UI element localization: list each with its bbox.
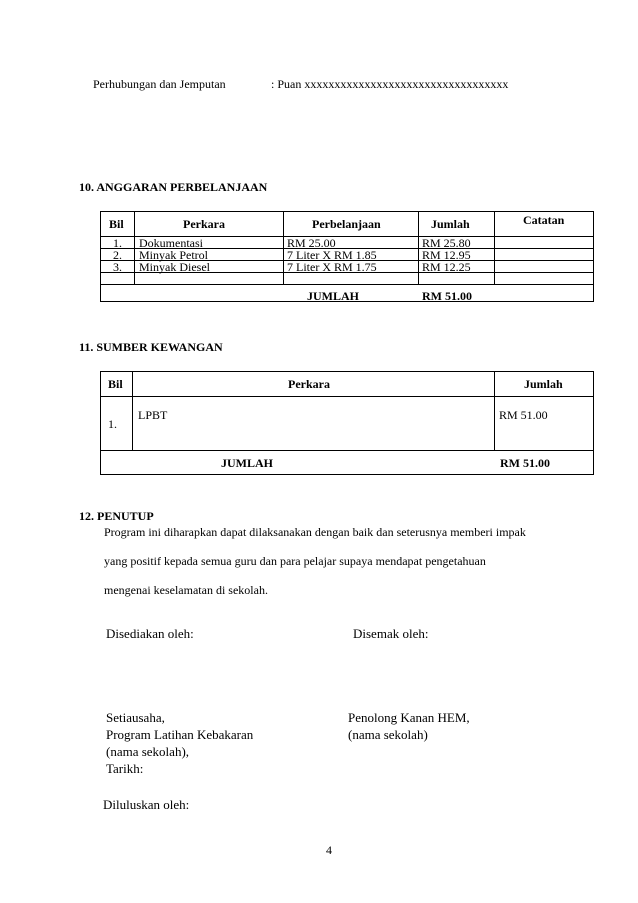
table-row-bil: 3.: [113, 260, 122, 274]
prepared-by-label: Disediakan oleh:: [106, 626, 194, 641]
closing-line-2: yang positif kepada semua guru dan para pelajar supaya mendapat pengetahuan: [104, 554, 486, 568]
table-row-perkara: Dokumentasi: [139, 236, 203, 250]
signatory-left-line: Program Latihan Kebakaran: [106, 727, 254, 742]
budget-header-bil: Bil: [109, 217, 124, 231]
table-row-perkara: LPBT: [138, 408, 168, 422]
signatory-left-line: Tarikh:: [106, 761, 144, 776]
budget-header-perkara: Perkara: [183, 217, 225, 231]
budget-total-value: RM 51.00: [422, 289, 472, 303]
table-row-jumlah: RM 12.25: [422, 260, 471, 274]
signatory-right-line: (nama sekolah): [348, 727, 428, 742]
contact-label: Perhubungan dan Jemputan: [93, 77, 226, 91]
reviewed-by-label: Disemak oleh:: [353, 626, 429, 641]
funding-total-value: RM 51.00: [500, 456, 550, 470]
table-row-jumlah: RM 12.95: [422, 248, 471, 262]
funding-total-label: JUMLAH: [221, 456, 273, 470]
approved-by-label: Diluluskan oleh:: [103, 797, 190, 812]
table-row-perkara: Minyak Diesel: [139, 260, 210, 274]
table-row-perkara: Minyak Petrol: [139, 248, 208, 262]
funding-header-perkara: Perkara: [288, 377, 330, 391]
table-row-bil: 2.: [113, 248, 122, 262]
page-number: 4: [326, 843, 332, 857]
table-row-jumlah: RM 25.80: [422, 236, 471, 250]
section-12-title: 12. PENUTUP: [79, 509, 154, 523]
signatory-left-line: Setiausaha,: [106, 710, 165, 725]
budget-total-label: JUMLAH: [307, 289, 359, 303]
budget-header-jumlah: Jumlah: [431, 217, 470, 231]
signatory-right-line: Penolong Kanan HEM,: [348, 710, 470, 725]
funding-header-bil: Bil: [108, 377, 123, 391]
closing-line-3: mengenai keselamatan di sekolah.: [104, 583, 268, 597]
budget-header-catatan: Catatan: [523, 213, 565, 227]
section-10-title: 10. ANGGARAN PERBELANJAAN: [79, 180, 268, 194]
table-row-bil: 1.: [108, 417, 117, 431]
contact-value: : Puan xxxxxxxxxxxxxxxxxxxxxxxxxxxxxxxxxx: [271, 77, 509, 91]
section-11-title: 11. SUMBER KEWANGAN: [79, 340, 223, 354]
table-row-perbelanjaan: 7 Liter X RM 1.75: [287, 260, 377, 274]
table-row-jumlah: RM 51.00: [499, 408, 548, 422]
table-row-perbelanjaan: 7 Liter X RM 1.85: [287, 248, 377, 262]
budget-header-perbelanjaan: Perbelanjaan: [312, 217, 381, 231]
funding-header-jumlah: Jumlah: [524, 377, 563, 391]
funding-table: [100, 371, 594, 475]
closing-line-1: Program ini diharapkan dapat dilaksanakan dengan baik dan seterusnya memberi impak: [104, 525, 526, 539]
budget-table: [100, 211, 594, 302]
table-row-bil: 1.: [113, 236, 122, 250]
signatory-left-line: (nama sekolah),: [106, 744, 190, 759]
table-row-perbelanjaan: RM 25.00: [287, 236, 336, 250]
